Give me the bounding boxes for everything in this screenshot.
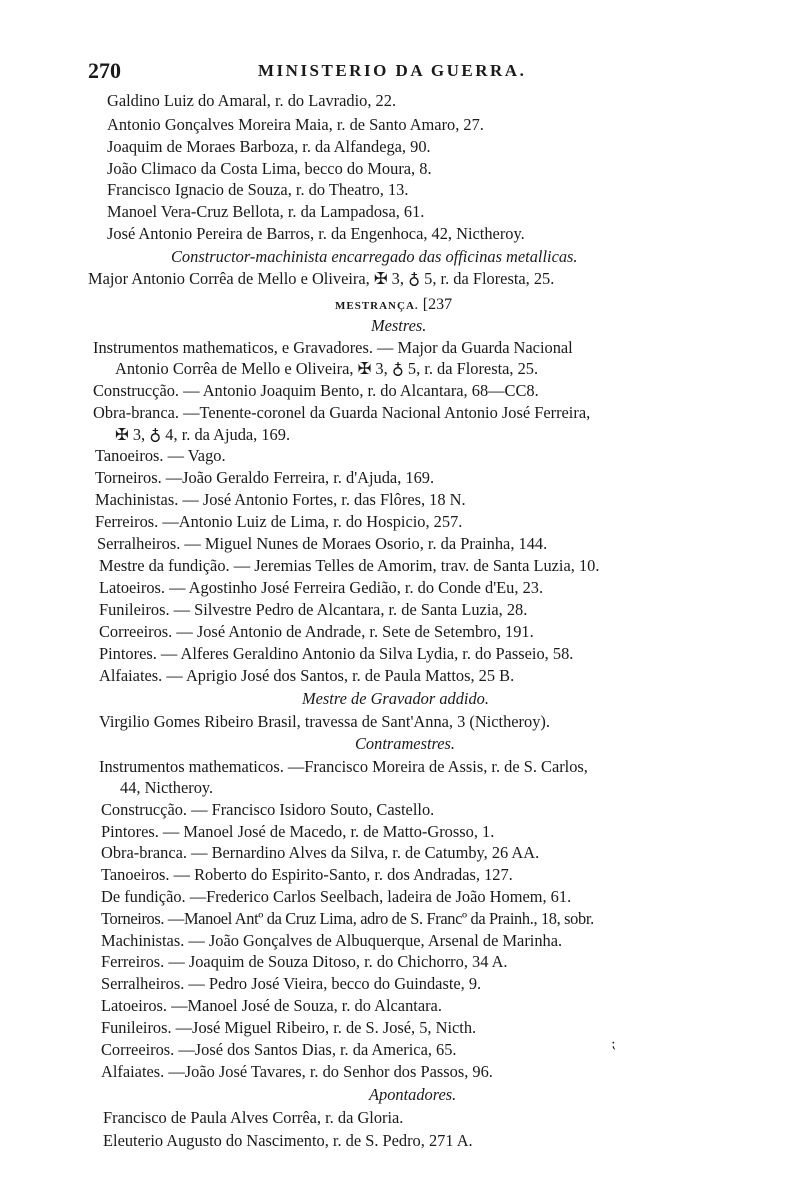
text-line: Machinistas. — João Gonçalves de Albuquerque, Arsenal de Marinha. [101, 931, 563, 950]
section-heading: Mestre de Gravador addido. [302, 689, 489, 708]
text-line: Virgilio Gomes Ribeiro Brasil, travessa de Sant'Anna, 3 (Nictheroy). [99, 712, 550, 731]
text-line: Tanoeiros. — Vago. [95, 446, 226, 465]
text-line: Serralheiros. — Miguel Nunes de Moraes Osorio, r. da Prainha, 144. [97, 534, 548, 553]
text-line: Torneiros. —João Geraldo Ferreira, r. d'Ajuda, 169. [95, 468, 435, 487]
section-heading: Constructor-machinista encarregado das officinas metallicas. [171, 247, 578, 266]
text-line: Construcção. — Antonio Joaquim Bento, r. do Alcantara, 68—CC8. [93, 381, 539, 400]
text-line: Obra-branca. —Tenente-coronel da Guarda Nacional Antonio José Ferreira, [93, 403, 591, 422]
text-line: Galdino Luiz do Amaral, r. do Lavradio, 22. [107, 91, 397, 110]
text-line: Torneiros. —Manoel Antº da Cruz Lima, adro de S. Francº da Prainh., 18, sobr. [101, 909, 594, 928]
text-line: Serralheiros. — Pedro José Vieira, becco do Guindaste, 9. [101, 974, 482, 993]
text-line: Tanoeiros. — Roberto do Espirito-Santo, r. dos Andradas, 127. [101, 865, 513, 884]
mestranca-label: MESTRANÇA. [335, 300, 419, 312]
mestranca-number: [237 [422, 296, 453, 313]
text-line: José Antonio Pereira de Barros, r. da Engenhoca, 42, Nictheroy. [107, 224, 525, 243]
section-heading: Contramestres. [355, 734, 456, 753]
section-heading: Apontadores. [369, 1085, 457, 1104]
text-line: Funileiros. —José Miguel Ribeiro, r. de S. José, 5, Nicth. [101, 1018, 477, 1037]
text-line: 44, Nictheroy. [120, 778, 214, 797]
text-line: Obra-branca. — Bernardino Alves da Silva, r. de Catumby, 26 AA. [101, 843, 540, 862]
text-line: João Climaco da Costa Lima, becco do Moura, 8. [107, 159, 432, 178]
text-line: Correeiros. — José Antonio de Andrade, r. Sete de Setembro, 191. [99, 622, 534, 641]
text-line: Pintores. — Alferes Geraldino Antonio da Silva Lydia, r. do Passeio, 58. [99, 644, 574, 663]
text-line: Antonio Gonçalves Moreira Maia, r. de Santo Amaro, 27. [107, 115, 484, 134]
text-line: Latoeiros. — Agostinho José Ferreira Gedião, r. do Conde d'Eu, 23. [99, 578, 544, 597]
text-line: Latoeiros. —Manoel José de Souza, r. do Alcantara. [101, 996, 442, 1015]
text-line: Eleuterio Augusto do Nascimento, r. de S. Pedro, 271 A. [103, 1131, 473, 1150]
text-line: Joaquim de Moraes Barboza, r. da Alfandega, 90. [107, 137, 431, 156]
margin-mark: ⁏ [611, 1037, 616, 1052]
text-line: Funileiros. — Silvestre Pedro de Alcantara, r. de Santa Luzia, 28. [99, 600, 528, 619]
text-line: Ferreiros. — Joaquim de Souza Ditoso, r. do Chichorro, 34 A. [101, 952, 508, 971]
section-heading: Mestres. [371, 316, 427, 335]
text-line: Pintores. — Manoel José de Macedo, r. de Matto-Grosso, 1. [101, 822, 495, 841]
text-line: Manoel Vera-Cruz Bellota, r. da Lampadosa, 61. [107, 202, 425, 221]
text-line: Mestre da fundição. — Jeremias Telles de Amorim, trav. de Santa Luzia, 10. [99, 556, 600, 575]
running-header [88, 58, 738, 86]
text-line: Francisco Ignacio de Souza, r. do Theatro, 13. [107, 180, 409, 199]
text-line: Alfaiates. — Aprigio José dos Santos, r. de Paula Mattos, 25 B. [99, 666, 515, 685]
mestranca-heading [335, 294, 452, 316]
text-line: Construcção. — Francisco Isidoro Souto, Castello. [101, 800, 435, 819]
text-line: Major Antonio Corrêa de Mello e Oliveira, ✠ 3, ♁ 5, r. da Floresta, 25. [88, 269, 555, 288]
text-line: De fundição. —Frederico Carlos Seelbach, ladeira de João Homem, 61. [101, 887, 572, 906]
page-number: 270 [88, 58, 121, 83]
text-line: ✠ 3, ♁ 4, r. da Ajuda, 169. [115, 425, 291, 444]
text-line: Correeiros. —José dos Santos Dias, r. da America, 65. [101, 1040, 457, 1059]
text-line: Instrumentos mathematicos. —Francisco Moreira de Assis, r. de S. Carlos, [99, 757, 588, 776]
text-line: Instrumentos mathematicos, e Gravadores. — Major da Guarda Nacional [93, 338, 573, 357]
text-line: Francisco de Paula Alves Corrêa, r. da Gloria. [103, 1108, 404, 1127]
running-title: MINISTERIO DA GUERRA. [258, 61, 527, 80]
text-line: Antonio Corrêa de Mello e Oliveira, ✠ 3, ♁ 5, r. da Floresta, 25. [115, 359, 539, 378]
text-line: Alfaiates. —João José Tavares, r. do Senhor dos Passos, 96. [101, 1062, 493, 1081]
text-line: Ferreiros. —Antonio Luiz de Lima, r. do Hospicio, 257. [95, 512, 463, 531]
text-line: Machinistas. — José Antonio Fortes, r. das Flôres, 18 N. [95, 490, 466, 509]
